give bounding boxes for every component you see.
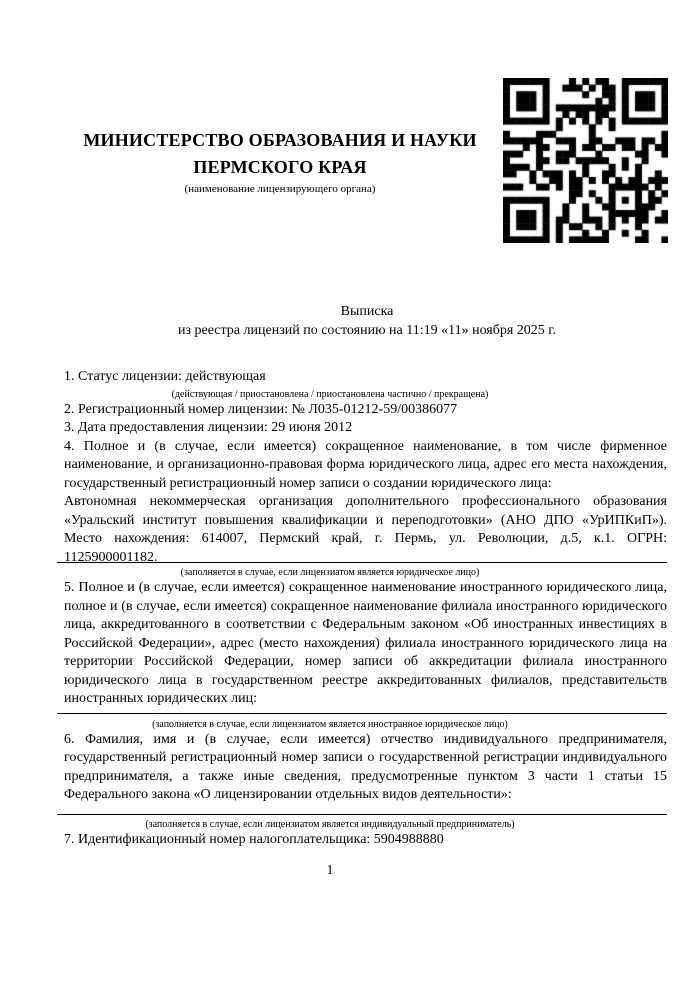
license-status: 1. Статус лицензии: действующая — [64, 369, 266, 384]
ministry-name-caption: (наименование лицензирующего органа) — [184, 183, 376, 195]
document-title-line1: Выписка — [340, 304, 394, 319]
foreign-entity-clause: 5. Полное и (в случае, если имеется) сокращенное наименование иностранного юридического лица, полное и (в случае, если имеется) сокращенное наименование филиала иностранного юридического лица, аккредитованного в соответствии с Федеральным законом «Об иностранных инвестициях в Российской Федерации», адрес (место нахождения) филиала иностранного юридического лица на территории Российской Федерации, номер записи об аккредитации филиала иностранного юридического лица в государственном реестре аккредитованных филиалов, представительств иностранных юридических лиц: — [64, 580, 667, 706]
licensing-authority-header — [57, 127, 503, 196]
legal-entity-clause: 4. Полное и (в случае, если имеется) сокращенное наименование, в том числе фирменное наименование, и организационно-правовая форма юридического лица, адрес его места нахождения, государственный регистрационный номер записи о создании юридического лица: — [64, 438, 667, 491]
ministry-name-line1: МИНИСТЕРСТВО ОБРАЗОВАНИЯ И НАУКИ — [83, 130, 477, 150]
taxpayer-id: 7. Идентификационный номер налогоплательщика: 5904988880 — [64, 831, 444, 847]
ministry-name-line2: ПЕРМСКОГО КРАЯ — [193, 157, 367, 177]
fill-line-foreign-entity — [57, 713, 667, 714]
license-grant-date: 3. Дата предоставления лицензии: 29 июня 2012 — [64, 420, 353, 435]
document-title-line2: из реестра лицензий по состоянию на 11:19 «11» ноября 2025 г. — [178, 322, 556, 338]
license-status-options-caption: (действующая / приостановлена / приостановлена частично / прекращена) — [171, 388, 489, 400]
fill-line-individual-entrepreneur — [57, 814, 667, 815]
qr-code — [503, 78, 668, 243]
individual-entrepreneur-clause: 6. Фамилия, имя и (в случае, если имеется) отчество индивидуального предпринимателя, государственный регистрационный номер записи о государственной регистрации индивидуального предпринимателя, а также иные сведения, предусмотренные пунктом 3 части 1 статьи 15 Федерального закона «О лицензировании отдельных видов деятельности»: — [64, 731, 667, 802]
license-registration-number: 2. Регистрационный номер лицензии: № Л035-01212-59/00386077 — [64, 401, 458, 417]
page-number: 1 — [326, 863, 334, 878]
individual-entrepreneur-caption: (заполняется в случае, если лицензиатом является индивидуальный предприниматель) — [145, 818, 515, 830]
legal-entity-details: Автономная некоммерческая организация дополнительного профессионального образования «Уральский институт повышения квалификации и переподготовки» (АНО ДПО «УрИПКиП»). Место нахождения: 614007, Пермский край, г. Пермь, ул. Революции, д.5, к.1. ОГРН: 1125900001182. — [64, 494, 667, 565]
document-body — [57, 368, 667, 881]
foreign-entity-caption: (заполняется в случае, если лицензиатом является иностранное юридическое лицо) — [152, 718, 508, 730]
document-title — [57, 303, 677, 340]
legal-entity-caption: (заполняется в случае, если лицензиатом является юридическое лицо) — [180, 567, 480, 578]
